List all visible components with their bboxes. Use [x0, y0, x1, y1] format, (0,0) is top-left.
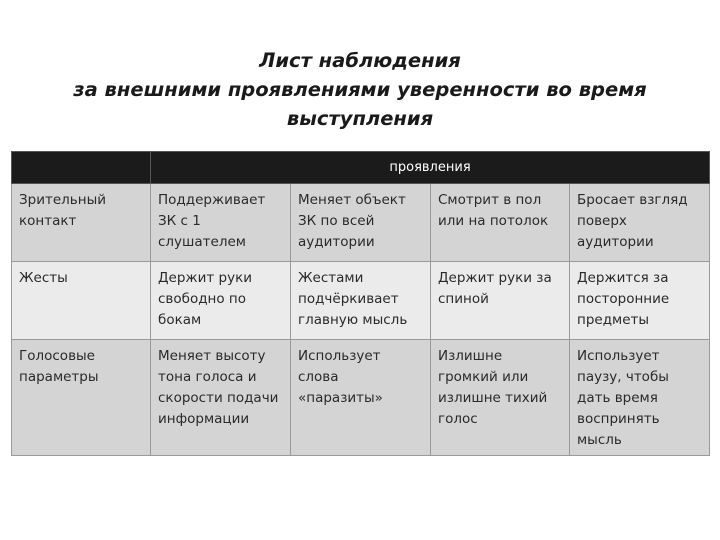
table-cell: Жестами подчёркивает главную мысль: [291, 262, 431, 340]
table-cell: Использует паузу, чтобы дать время воспринять мысль: [570, 340, 710, 456]
table-cell: Держится за посторонние предметы: [570, 262, 710, 340]
table-row: [12, 340, 710, 456]
table-cell: Смотрит в пол или на потолок: [431, 184, 570, 262]
page-title: [40, 46, 680, 133]
table-row: [12, 262, 710, 340]
table-cell: Использует слова «паразиты»: [291, 340, 431, 456]
table-cell: Держит руки свободно по бокам: [151, 262, 291, 340]
title-line-1: Лист наблюдения: [259, 49, 461, 72]
table-row: [12, 184, 710, 262]
table-cell: Держит руки за спиной: [431, 262, 570, 340]
observation-table: [11, 151, 710, 456]
row-category: Жесты: [12, 262, 151, 340]
title-line-3: выступления: [286, 107, 434, 130]
table-cell: Бросает взгляд поверх аудитории: [570, 184, 710, 262]
title-line-2: за внешними проявлениями уверенности во время: [73, 78, 647, 101]
table-header-row: [12, 152, 710, 184]
row-category: Зрительный контакт: [12, 184, 151, 262]
header-corner-cell: [12, 152, 151, 184]
table-cell: Меняет высоту тона голоса и скорости подачи информации: [151, 340, 291, 456]
header-manifestations: проявления: [151, 152, 710, 184]
table-cell: Излишне громкий или излишне тихий голос: [431, 340, 570, 456]
row-category: Голосовые параметры: [12, 340, 151, 456]
table-cell: Меняет объект ЗК по всей аудитории: [291, 184, 431, 262]
table-cell: Поддерживает ЗК с 1 слушателем: [151, 184, 291, 262]
